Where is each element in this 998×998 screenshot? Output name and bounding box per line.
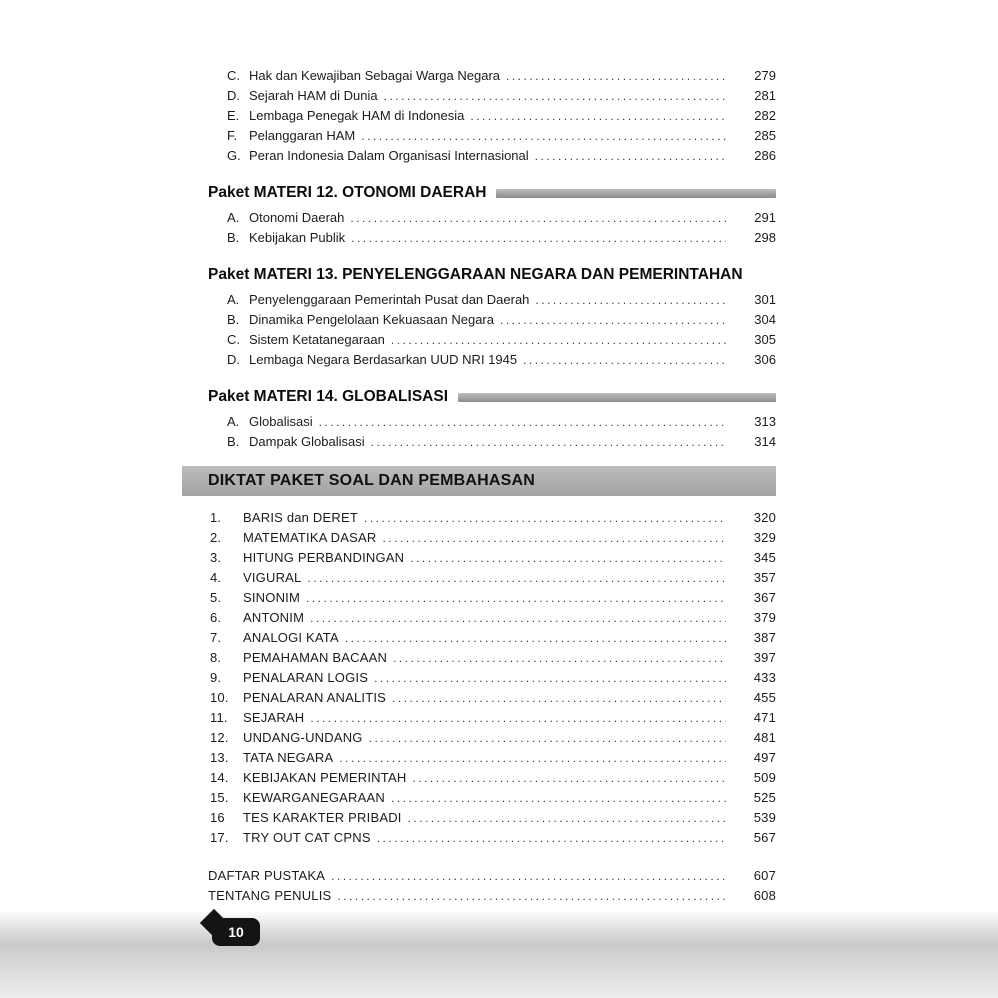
dot-leader xyxy=(535,146,726,166)
section-items xyxy=(208,290,776,370)
toc-item-number: 4. xyxy=(210,570,222,585)
toc-item-page-number: 320 xyxy=(753,510,776,525)
dot-leader xyxy=(350,208,726,228)
toc-row xyxy=(208,668,776,688)
toc-item-number: 2. xyxy=(210,530,222,545)
toc-content xyxy=(208,0,776,906)
toc-item-page-number: 282 xyxy=(754,108,776,123)
toc-item-label: C. xyxy=(227,332,240,347)
toc-item-page-number: 304 xyxy=(754,312,776,327)
page-number-text: 10 xyxy=(228,924,244,940)
toc-row xyxy=(208,748,776,768)
dot-leader xyxy=(393,648,726,668)
toc-item-page-number: 306 xyxy=(754,352,776,367)
toc-item-title: DAFTAR PUSTAKA xyxy=(208,868,326,883)
toc-row xyxy=(208,126,776,146)
toc-item-title: SEJARAH xyxy=(243,710,305,725)
dot-leader xyxy=(412,768,726,788)
toc-item-number: 6. xyxy=(210,610,222,625)
toc-item-page-number: 367 xyxy=(753,590,776,605)
dot-leader xyxy=(392,688,726,708)
toc-item-title: Dinamika Pengelolaan Kekuasaan Negara xyxy=(249,312,494,327)
toc-row xyxy=(208,432,776,452)
soal-banner-title: DIKTAT PAKET SOAL DAN PEMBAHASAN xyxy=(208,472,535,489)
toc-item-number: 13. xyxy=(210,750,229,765)
toc-row xyxy=(208,886,776,906)
toc-row xyxy=(208,66,776,86)
toc-item-page-number: 433 xyxy=(753,670,776,685)
toc-item-page-number: 455 xyxy=(753,690,776,705)
toc-item-number: 9. xyxy=(210,670,222,685)
toc-item-title: Lembaga Negara Berdasarkan UUD NRI 1945 xyxy=(249,352,518,367)
dot-leader xyxy=(339,748,726,768)
section-heading-bar xyxy=(458,393,776,402)
toc-row xyxy=(208,412,776,432)
toc-row xyxy=(208,330,776,350)
toc-item-title: Lembaga Penegak HAM di Indonesia xyxy=(249,108,465,123)
dot-leader xyxy=(408,808,726,828)
toc-row xyxy=(208,648,776,668)
toc-item-title: Sejarah HAM di Dunia xyxy=(249,88,378,103)
toc-item-page-number: 329 xyxy=(753,530,776,545)
toc-item-page-number: 607 xyxy=(753,868,776,883)
dot-leader xyxy=(319,412,726,432)
toc-row xyxy=(208,788,776,808)
toc-item-title: KEWARGANEGARAAN xyxy=(243,790,385,805)
toc-item-title: BARIS dan DERET xyxy=(243,510,358,525)
toc-item-label: D. xyxy=(227,88,240,103)
toc-item-title: ANALOGI KATA xyxy=(243,630,339,645)
dot-leader xyxy=(310,708,726,728)
page-number-pill xyxy=(212,918,260,946)
toc-item-page-number: 539 xyxy=(753,810,776,825)
dot-leader xyxy=(382,528,726,548)
dot-leader xyxy=(377,828,726,848)
toc-item-title: PEMAHAMAN BACAAN xyxy=(243,650,388,665)
dot-leader xyxy=(364,508,726,528)
toc-item-title: ANTONIM xyxy=(243,610,305,625)
toc-item-label: A. xyxy=(227,210,240,225)
toc-row xyxy=(208,568,776,588)
dot-leader xyxy=(384,86,726,106)
toc-row xyxy=(208,808,776,828)
toc-item-label: E. xyxy=(227,108,240,123)
dot-leader xyxy=(523,350,726,370)
toc-item-page-number: 608 xyxy=(753,888,776,903)
toc-item-page-number: 379 xyxy=(753,610,776,625)
toc-row xyxy=(208,588,776,608)
toc-item-title: KEBIJAKAN PEMERINTAH xyxy=(243,770,407,785)
toc-item-title: TES KARAKTER PRIBADI xyxy=(243,810,402,825)
toc-row xyxy=(208,628,776,648)
toc-item-page-number: 497 xyxy=(753,750,776,765)
toc-row xyxy=(208,528,776,548)
section-heading xyxy=(208,386,776,408)
toc-item-page-number: 397 xyxy=(753,650,776,665)
toc-item-page-number: 345 xyxy=(753,550,776,565)
toc-item-page-number: 471 xyxy=(753,710,776,725)
toc-item-title: Globalisasi xyxy=(249,414,313,429)
toc-item-label: B. xyxy=(227,434,240,449)
dot-leader xyxy=(369,728,726,748)
toc-row xyxy=(208,548,776,568)
toc-item-number: 8. xyxy=(210,650,222,665)
toc-item-page-number: 314 xyxy=(754,434,776,449)
toc-item-title: TENTANG PENULIS xyxy=(208,888,332,903)
toc-item-number: 1. xyxy=(210,510,222,525)
section-heading-bar xyxy=(496,189,776,198)
dot-leader xyxy=(391,788,726,808)
section-items xyxy=(208,412,776,452)
toc-item-page-number: 481 xyxy=(753,730,776,745)
page-bottom-shadow xyxy=(0,912,998,998)
toc-section xyxy=(208,264,776,370)
closing-list xyxy=(208,866,776,906)
soal-list xyxy=(208,508,776,848)
toc-item-title: Sistem Ketatanegaraan xyxy=(249,332,385,347)
toc-item-title: Dampak Globalisasi xyxy=(249,434,365,449)
toc-item-label: A. xyxy=(227,414,240,429)
dot-leader xyxy=(374,668,726,688)
toc-item-number: 11. xyxy=(210,710,228,725)
section-heading xyxy=(208,264,776,286)
toc-item-label: C. xyxy=(227,68,240,83)
dot-leader xyxy=(506,66,726,86)
section-heading-text: Paket MATERI 13. PENYELENGGARAAN NEGARA DAN PEMERINTAHAN xyxy=(208,266,743,283)
toc-item-label: F. xyxy=(227,128,238,143)
toc-item-number: 3. xyxy=(210,550,222,565)
toc-item-title: Hak dan Kewajiban Sebagai Warga Negara xyxy=(249,68,501,83)
section-heading xyxy=(208,182,776,204)
toc-row xyxy=(208,208,776,228)
toc-item-title: SINONIM xyxy=(243,590,301,605)
dot-leader xyxy=(500,310,726,330)
dot-leader xyxy=(410,548,726,568)
toc-item-title: TATA NEGARA xyxy=(243,750,334,765)
toc-section xyxy=(208,386,776,452)
toc-row xyxy=(208,106,776,126)
toc-item-page-number: 567 xyxy=(753,830,776,845)
toc-item-number: 10. xyxy=(210,690,229,705)
toc-item-number: 17. xyxy=(210,830,229,845)
section-heading-text: Paket MATERI 12. OTONOMI DAERAH xyxy=(208,184,487,201)
toc-item-page-number: 285 xyxy=(754,128,776,143)
toc-item-number: 12. xyxy=(210,730,229,745)
toc-row xyxy=(208,768,776,788)
toc-item-label: G. xyxy=(227,148,241,163)
section-items xyxy=(208,208,776,248)
dot-leader xyxy=(331,866,726,886)
toc-item-title: HITUNG PERBANDINGAN xyxy=(243,550,405,565)
toc-item-label: D. xyxy=(227,352,240,367)
toc-row xyxy=(208,86,776,106)
toc-item-title: Otonomi Daerah xyxy=(249,210,345,225)
toc-row xyxy=(208,508,776,528)
toc-item-page-number: 525 xyxy=(753,790,776,805)
toc-item-title: PENALARAN LOGIS xyxy=(243,670,369,685)
toc-item-page-number: 313 xyxy=(754,414,776,429)
toc-row xyxy=(208,310,776,330)
toc-item-number: 15. xyxy=(210,790,229,805)
toc-row xyxy=(208,146,776,166)
toc-item-title: Pelanggaran HAM xyxy=(249,128,356,143)
toc-item-page-number: 298 xyxy=(754,230,776,245)
dot-leader xyxy=(371,432,726,452)
toc-section xyxy=(208,182,776,248)
toc-row xyxy=(208,688,776,708)
toc-row xyxy=(208,290,776,310)
toc-row xyxy=(208,608,776,628)
toc-item-page-number: 301 xyxy=(754,292,776,307)
toc-row xyxy=(208,350,776,370)
toc-item-page-number: 387 xyxy=(753,630,776,645)
toc-item-title: PENALARAN ANALITIS xyxy=(243,690,387,705)
dot-leader xyxy=(351,228,726,248)
dot-leader xyxy=(535,290,726,310)
toc-item-number: 7. xyxy=(210,630,222,645)
toc-item-title: MATEMATIKA DASAR xyxy=(243,530,377,545)
toc-row xyxy=(208,728,776,748)
toc-item-page-number: 286 xyxy=(754,148,776,163)
dot-leader xyxy=(306,588,726,608)
toc-row xyxy=(208,708,776,728)
toc-item-page-number: 279 xyxy=(754,68,776,83)
dot-leader xyxy=(361,126,726,146)
toc-item-number: 16 xyxy=(210,810,225,825)
toc-item-page-number: 281 xyxy=(754,88,776,103)
soal-section-banner xyxy=(182,466,776,496)
toc-item-page-number: 509 xyxy=(753,770,776,785)
dot-leader xyxy=(310,608,726,628)
toc-item-title: VIGURAL xyxy=(243,570,302,585)
dot-leader xyxy=(307,568,726,588)
toc-item-title: Kebijakan Publik xyxy=(249,230,346,245)
toc-item-page-number: 291 xyxy=(754,210,776,225)
toc-item-page-number: 357 xyxy=(753,570,776,585)
toc-item-title: Penyelenggaraan Pemerintah Pusat dan Daerah xyxy=(249,292,530,307)
page-number-badge xyxy=(212,918,260,946)
dot-leader xyxy=(470,106,726,126)
toc-intro-list xyxy=(208,0,776,166)
toc-item-page-number: 305 xyxy=(754,332,776,347)
toc-item-label: A. xyxy=(227,292,240,307)
toc-sections xyxy=(208,182,776,452)
dot-leader xyxy=(345,628,726,648)
toc-item-title: Peran Indonesia Dalam Organisasi Internasional xyxy=(249,148,529,163)
toc-row xyxy=(208,228,776,248)
dot-leader xyxy=(337,886,726,906)
toc-item-number: 14. xyxy=(210,770,229,785)
toc-row xyxy=(208,866,776,886)
toc-item-title: TRY OUT CAT CPNS xyxy=(243,830,371,845)
dot-leader xyxy=(391,330,726,350)
toc-item-label: B. xyxy=(227,230,240,245)
section-heading-text: Paket MATERI 14. GLOBALISASI xyxy=(208,388,449,405)
toc-item-label: B. xyxy=(227,312,240,327)
toc-row xyxy=(208,828,776,848)
toc-item-title: UNDANG-UNDANG xyxy=(243,730,363,745)
toc-item-number: 5. xyxy=(210,590,222,605)
